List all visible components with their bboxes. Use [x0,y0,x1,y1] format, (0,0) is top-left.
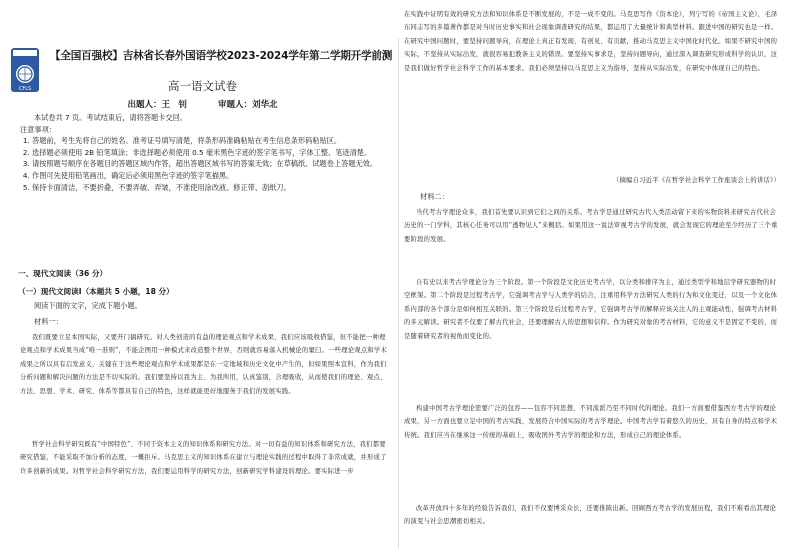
notice-item: 3. 请按照题号顺序在各题目的答题区域内作答，超出答题区域书写的答案无效；在草稿纸、试题卷上答题无效。 [32,158,390,170]
notice-item: 5. 保持卡面清洁，不要折叠，不要弄破、弄皱，不准使用涂改液、修正带、刮纸刀。 [32,182,390,194]
material-one-label: 材料一： [34,317,63,326]
section-heading: 一、现代文阅读（36 分） [18,269,108,278]
body-paragraph: 当代考古学理论众多，我们首先要认识到它们之间的关系。考古学是通过研究古代人类活动留下来的实物资料来研究古代社会历史的一门学科，其核心任务可以用“透物见人”来概括。如果用这一说法审视考古学的发展，就会发现它的理论至少经历了三个重要阶段的发展。 [404,209,778,243]
notice-heading: 注意事项： [20,124,56,134]
exam-subtitle: 高一语文试卷 [168,79,237,93]
subsection-heading: （一）现代文阅读Ⅰ（本题共 5 小题，18 分） [18,287,174,296]
notice-block [20,112,390,193]
material-two-label: 材料二： [420,192,449,201]
body-paragraph: 哲学社会科学研究既有“中国特色”、不同于资本主义的知识体系和研究方法。对一切有益的知识体系和研究方法，我们都要研究借鉴，不能采取不加分析的态度，一概拒斥。马克思主义的知识体系在建立与理论实践的过程中取得了非常成就，并形成了许多创新的成果。对哲学社会科学研究方法，我们要运用科学的研究方法，创新研究学科建设的理论。要实际进一步 [20,441,387,475]
setter: 出题人：王 钊 [127,100,188,110]
citation: （摘编自习近平《在哲学社会科学工作座谈会上的讲话》） [612,177,780,184]
body-paragraph: 在实践中证明有效的研究方法和知识体系是不断发展的，不是一成不变的。马克思写作《资本论》，列宁写的《帝国主义论》，毛泽东同志写的多篇著作都是对当时历史事实和社会现象调查研究的结果，都运用了大量统计和典型材料。跟进中国的研究也是一样。在研究中国问题时，要坚持问题导向，在理论上真正有发现、有创见、有贡献，推动马克思主义中国化时代化。如果不研究中国的实际，不坚持从实际出发，就很容易犯教条主义的错误。要坚持实事求是，坚持问题导向，通过深入调查研究形成科学的认识，这是我们做好哲学社会科学工作的基本要求。我们必须坚持以马克思主义为指导，坚持从实际出发，在研究中体现自己的特色。 [404,11,778,72]
reading-instruction: 阅读下面的文字，完成下题小题。 [34,301,142,310]
authors-line [10,98,395,110]
reviewer: 审题人：刘华北 [217,100,278,110]
svg-text:CFLS: CFLS [18,86,32,92]
notice-intro: 本试卷共 7 页。考试结束后，请将答题卡交回。 [34,113,187,122]
exam-title: 【全国百强校】吉林省长春外国语学校2023-2024学年第二学期开学前测 [50,50,393,62]
column-divider [398,38,399,548]
notice-list [20,135,390,193]
body-paragraph: 构建中国考古学理论需要广泛的包容——包容不同思想、不同流派乃至不同时代的理论。我们一方面要借鉴西方考古学的理论成果，另一方面也要立足中国的考古实践，发展符合中国实际的考古学理论。中国考古学有着悠久的历史，具有自身的特点和学术传统。我们应当在继承这一传统的基础上，吸收国外考古学的理论和方法，形成自己的理论体系。 [404,405,778,439]
body-paragraph: 我们既要立足本国实际，又要开门搞研究。对人类创造的有益的理论观点和学术成果，我们应该吸收借鉴，但不能把一种理论观点和学术成果当成“唯一准则”，不能企图用一种模式来改造整个世界，否则就容易落入机械论的窠臼。一些理论观点和学术成果之所以具有启发意义，关键在于这些理论观点和学术成果都是在一定地域和历史文化中产生的，但如果照本宣科，作为我们分析问题和解决问题的方法是不切实际的。我们要坚持以我为主、为我所用，认真鉴别，合理吸收，从而使我们的理论、观点、方法、思想、学术、研究、体系等都具有自己的特色，这样就能更好地服务于我们的发展实践。 [20,334,388,395]
notice-item: 4. 作图可先使用铅笔画出，确定后必须用黑色字迹的签字笔描黑。 [32,170,390,182]
notice-item: 1. 答题前，考生先将自己的姓名、准考证号填写清楚，将条形码准确粘贴在考生信息条形码粘贴区。 [32,135,390,147]
body-paragraph: 改革开放四十多年的经验告诉我们，我们不仅要博采众长，还要推陈出新。回顾西方考古学的发展历程，我们不难看出其理论的演变与社会思潮密切相关。 [404,505,777,526]
notice-item: 2. 选择题必须使用 2B 铅笔填涂；非选择题必须使用 0.5 毫米黑色字迹的签字笔书写，字体工整、笔迹清楚。 [32,147,390,159]
body-paragraph: 自有史以来考古学理论分为三个阶段。第一个阶段是文化历史考古学，以分类和排序为主，通过类型学和地层学研究器物的时空框架。第二个阶段是过程考古学，它强调考古学与人类学的结合，注重用科学方法研究人类的行为和文化变迁，以及一个文化体系内部的各个部分是如何相互关联的。第三个阶段是后过程考古学，它强调考古学的解释应该关注人的主观能动性，强调考古材料的多元解读。研究者不仅要了解古代社会，还要理解古人的思想和信仰。作为研究对象的考古材料，它的意义不是固定不变的，而是随着研究者的视角而变化的。 [404,279,778,340]
